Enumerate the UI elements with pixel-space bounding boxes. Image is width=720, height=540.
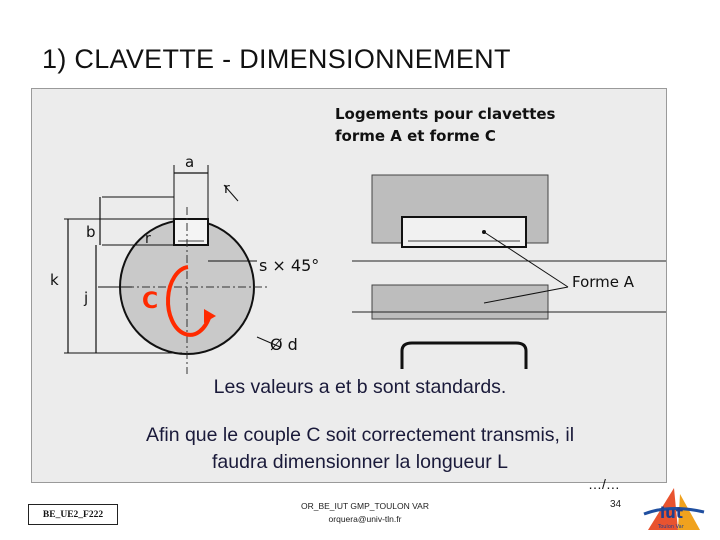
chamfer-label: s × 45° [259,256,320,275]
page-number: 34 [610,499,622,510]
dim-r-top-label: r [224,181,230,197]
dim-r-side-label: r [145,231,151,247]
footer-credits [260,500,470,526]
dim-k-label: k [50,271,59,289]
hub-section [352,175,667,369]
slide-title: 1) CLAVETTE - DIMENSIONNEMENT [42,44,511,74]
form-a-label: Forme A [572,273,635,291]
caption-line-3: faudra dimensionner la longueur L [212,451,508,473]
drawing-heading-line1: Logements pour clavettes [335,105,556,123]
dim-a-label: a [185,153,195,171]
dim-j-label: j [84,289,89,307]
footer-line-1: OR_BE_IUT GMP_TOULON VAR [300,501,429,511]
dim-b-label: b [86,223,96,241]
iut-logo-icon [640,484,708,534]
caption-block [60,422,660,476]
diameter-label: Ø d [270,335,298,354]
continued-mark: …/… [588,476,620,492]
logo-subtext: Toulon Var [658,524,684,530]
shaft-section [50,153,319,374]
caption-line-1: Les valeurs a et b sont standards. [213,376,507,398]
footer-line-2: orquera@univ-tln.fr [328,514,402,524]
logo-text: iut [660,504,683,522]
torque-label: C [142,289,159,314]
drawing-heading-line2: forme A et forme C [335,127,496,145]
reference-box: BE_UE2_F222 [28,504,118,525]
caption-line-2: Afin que le couple C soit correctement transmis, il [145,424,575,446]
